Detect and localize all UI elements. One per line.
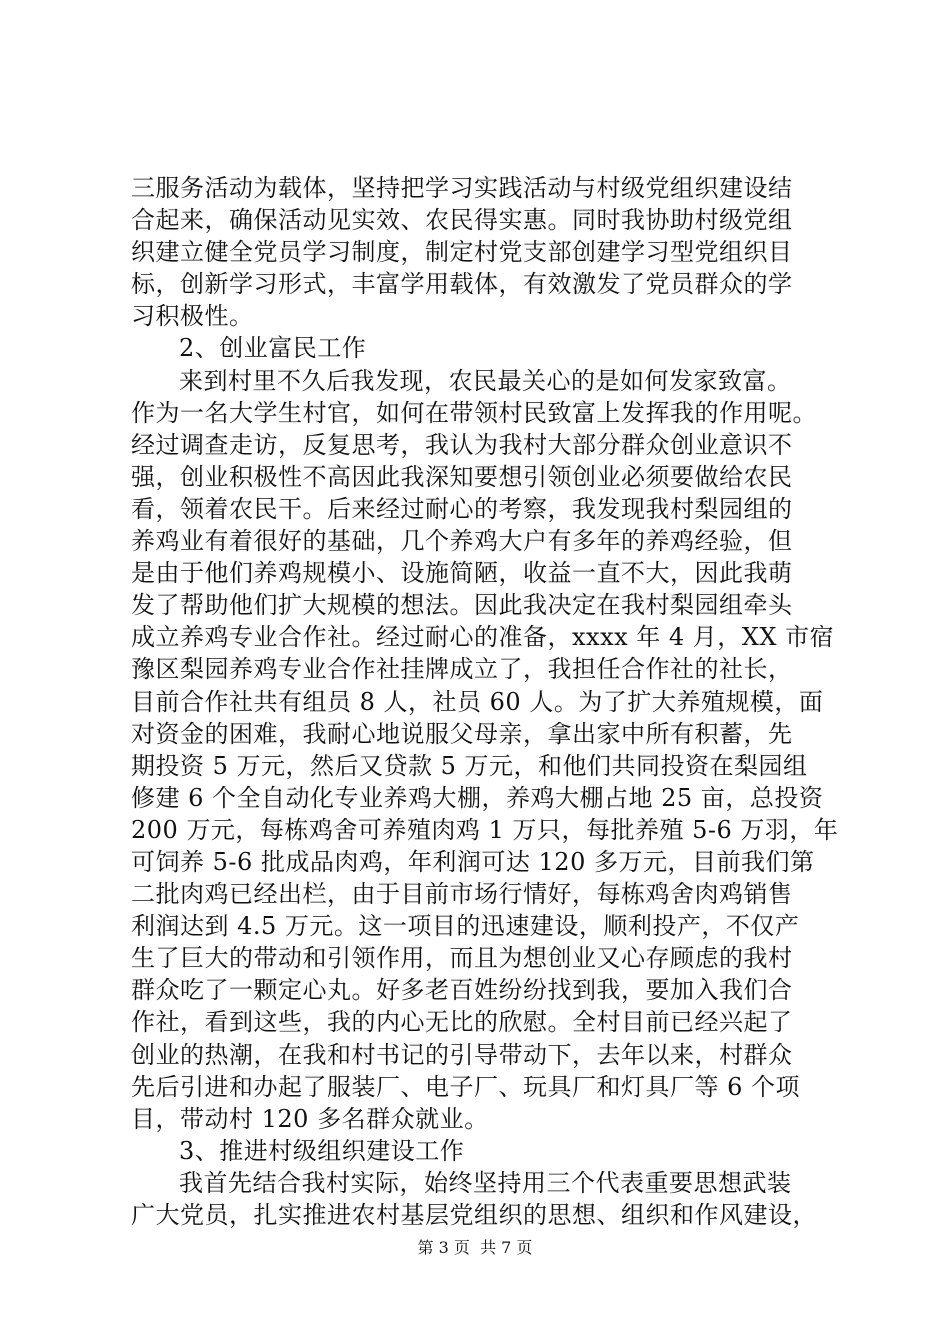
text-line: 对资金的困难，我耐心地说服父母亲，拿出家中所有积蓄，先 [131,719,793,748]
body-text [131,172,839,1231]
text-line: 我首先结合我村实际，始终坚持用三个代表重要思想武装 [179,1168,792,1197]
text-line: 成立养鸡专业合作社。经过耐心的准备，xxxx 年 4 月，XX 市宿 [131,623,835,652]
text-line: 来到村里不久后我发现，农民最关心的是如何发家致富。 [179,366,792,395]
text-line: 修建 6 个全自动化专业养鸡大棚，养鸡大棚占地 25 亩，总投资 [131,783,824,812]
section-heading: 2、创业富民工作 [179,334,367,363]
text-line: 作社，看到这些，我的内心无比的欣慰。全村目前已经兴起了 [131,1008,793,1037]
text-line: 广大党员，扎实推进农村基层党组织的思想、组织和作风建设， [131,1201,817,1229]
text-line: 创业的热潮，在我和村书记的引导带动下，去年以来，村群众 [131,1040,793,1069]
text-line: 看，领着农民干。后来经过耐心的考察，我发现我村梨园组的 [131,494,793,523]
text-line: 养鸡业有着很好的基础，几个养鸡大户有多年的养鸡经验，但 [131,527,793,556]
text-line: 习积极性。 [131,302,254,331]
text-line: 是由于他们养鸡规模小、设施简陋，收益一直不大，因此我萌 [131,559,793,588]
text-line: 群众吃了一颗定心丸。好多老百姓纷纷找到我，要加入我们合 [131,976,793,1005]
text-line: 强，创业积极性不高因此我深知要想引领创业必须要做给农民 [131,462,793,491]
text-line: 标，创新学习形式，丰富学用载体，有效激发了党员群众的学 [131,270,793,299]
page-number: 第 3 页 共 7 页 [417,1238,533,1257]
text-line: 200 万元，每栋鸡舍可养殖肉鸡 1 万只，每批养殖 5-6 万羽，年 [131,815,839,844]
text-line: 发了帮助他们扩大规模的想法。因此我决定在我村梨园组牵头 [131,591,793,620]
text-line: 作为一名大学生村官，如何在带领村民致富上发挥我的作用呢。 [131,398,817,427]
text-line: 织建立健全党员学习制度，制定村党支部创建学习型党组织目 [131,238,793,267]
text-line: 先后引进和办起了服装厂、电子厂、玩具厂和灯具厂等 6 个项 [131,1072,801,1101]
text-line: 三服务活动为载体，坚持把学习实践活动与村级党组织建设结 [131,174,793,202]
text-line: 生了巨大的带动和引领作用，而且为想创业又心存顾虑的我村 [131,944,793,973]
text-line: 经过调查走访，反复思考，我认为我村大部分群众创业意识不 [131,430,793,459]
text-line: 期投资 5 万元，然后又贷款 5 万元，和他们共同投资在梨园组 [131,751,808,780]
text-line: 可饲养 5-6 批成品肉鸡，年利润可达 120 多万元，目前我们第 [131,847,815,876]
text-line: 合起来，确保活动见实效、农民得实惠。同时我协助村级党组 [131,206,793,235]
section-heading: 3、推进村级组织建设工作 [179,1136,465,1165]
text-line: 利润达到 4.5 万元。这一项目的迅速建设，顺利投产，不仅产 [131,912,800,941]
text-line: 目，带动村 120 多名群众就业。 [131,1104,489,1133]
text-line: 二批肉鸡已经出栏，由于目前市场行情好，每栋鸡舍肉鸡销售 [131,880,793,909]
text-line: 豫区梨园养鸡专业合作社挂牌成立了，我担任合作社的社长， [131,655,793,684]
text-line: 目前合作社共有组员 8 人，社员 60 人。为了扩大养殖规模，面 [131,687,824,716]
page-footer [0,1238,950,1258]
